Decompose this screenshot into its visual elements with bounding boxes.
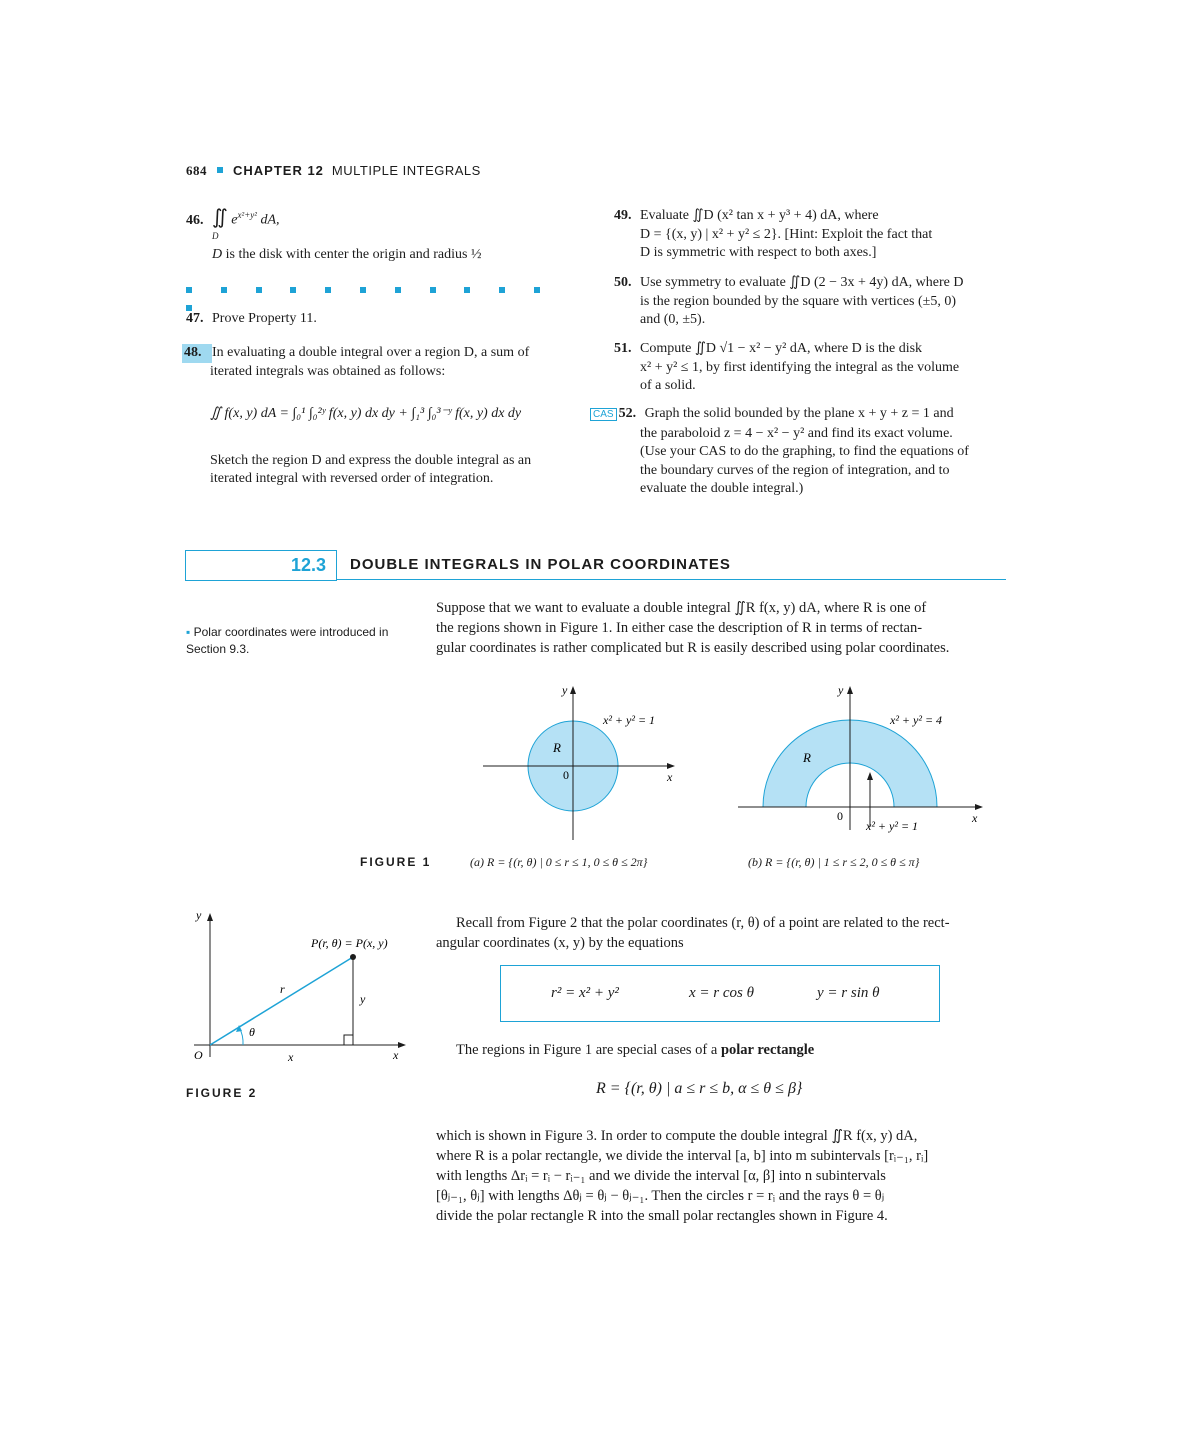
figure-2 <box>186 905 416 1075</box>
paragraph-polar-rectangle <box>456 1040 1006 1060</box>
text-line: Recall from Figure 2 that the polar coordinates (r, θ) of a point are related to the rect- <box>456 915 950 931</box>
point-p <box>350 954 356 960</box>
polar-equations-box <box>500 965 940 1022</box>
section-title: DOUBLE INTEGRALS IN POLAR COORDINATES <box>350 556 731 573</box>
exercise-46: 46. ∬ $e^{x^2+y^2}$ dA, D D is the disk with center the origin and radius ½ <box>186 206 576 264</box>
exponent: x²+y² <box>237 210 257 220</box>
y-axis-arrow-icon <box>207 913 213 921</box>
exercise-text: is the region bounded by the square with vertices (±5, 0) <box>640 293 956 309</box>
integral-tail: dA, <box>256 212 280 228</box>
x-axis-arrow-icon <box>975 804 983 810</box>
key-term: polar rectangle <box>720 1042 815 1058</box>
origin-label: O <box>194 1048 203 1062</box>
integrand: e <box>231 212 238 228</box>
exercise-text: Evaluate ∬D (x² tan x + y³ + 4) dA, where <box>640 208 879 223</box>
origin-label: 0 <box>563 768 569 782</box>
exercise-text: In evaluating a double integral over a region D, a sum of <box>212 345 530 360</box>
exercise-number: 46. <box>186 212 204 228</box>
exercise-text: evaluate the double integral.) <box>640 481 804 496</box>
section-rule <box>336 579 1006 580</box>
origin-label: 0 <box>837 809 843 823</box>
figure-1-label: FIGURE 1 <box>360 855 432 869</box>
y-leg-label: y <box>360 992 366 1006</box>
note-text: Polar coordinates were introduced in <box>193 625 389 639</box>
domain-name: D <box>212 246 223 262</box>
pointer-arrow-icon <box>867 772 873 780</box>
margin-note <box>186 624 426 658</box>
text-line: gular coordinates is rather complicated but R is easily described using polar coordinates. <box>436 640 950 656</box>
figure-2-label: FIGURE 2 <box>186 1086 258 1100</box>
exercise-52 <box>590 405 1010 499</box>
section-number-box <box>185 550 337 581</box>
figure-1a <box>470 680 700 850</box>
radius-fraction: ½ <box>470 246 482 262</box>
exercise-number: 48. <box>182 344 212 363</box>
theta-label: θ <box>249 1025 255 1039</box>
x-axis-label: x <box>972 811 978 825</box>
circle-equation-label: x² + y² = 1 <box>603 713 656 727</box>
y-axis-label: y <box>562 683 568 697</box>
bullet-square-icon <box>217 167 223 173</box>
paragraph-recall <box>436 913 1006 953</box>
text-line: The regions in Figure 1 are special cases of a <box>456 1042 721 1058</box>
exercise-text: D = {(x, y) | x² + y² ≤ 2}. [Hint: Exploit the fact that <box>640 226 933 242</box>
page-number: 684 <box>186 163 207 178</box>
exercise-48 <box>182 344 582 489</box>
x-axis-arrow-icon <box>667 763 675 769</box>
equation-y: y = r sin θ <box>817 985 880 1001</box>
exercise-text: Graph the solid bounded by the plane x + y + z = 1 and <box>644 406 954 421</box>
exercise-47 <box>186 310 576 329</box>
text-line: which is shown in Figure 3. In order to compute the double integral ∬R f(x, y) dA, <box>436 1128 918 1144</box>
exercise-text: the paraboloid z = 4 − x² − y² and find its exact volume. <box>640 425 953 441</box>
equation-r-squared: r² = x² + y² <box>551 985 619 1001</box>
text-line: where R is a polar rectangle, we divide the interval [a, b] into m subintervals [rᵢ₋₁, rᵢ] <box>436 1148 929 1164</box>
exercise-text: D is symmetric with respect to both axes.] <box>640 245 877 260</box>
figure-1b-caption: (b) R = {(r, θ) | 1 ≤ r ≤ 2, 0 ≤ θ ≤ π} <box>748 855 920 869</box>
exercise-number: 47. <box>186 311 204 326</box>
exercise-text: Compute ∬D √1 − x² − y² dA, where D is the disk <box>640 341 923 356</box>
paragraph-subdivision <box>436 1126 1006 1226</box>
exercise-text: the boundary curves of the region of integration, and to <box>640 462 950 478</box>
exercise-50 <box>614 274 1014 330</box>
exercise-number: 50. <box>614 275 632 290</box>
text-line: Suppose that we want to evaluate a double integral ∬R f(x, y) dA, where R is one of <box>436 600 927 616</box>
region-label: R <box>553 740 561 755</box>
chapter-label: CHAPTER 12 <box>233 163 324 178</box>
exercise-text: iterated integrals was obtained as follows: <box>210 363 446 379</box>
exercise-text: Sketch the region D and express the double integral as an <box>210 452 532 468</box>
equation-x: x = r cos θ <box>689 985 754 1001</box>
text-line: [θⱼ₋₁, θⱼ] with lengths Δθⱼ = θⱼ − θⱼ₋₁. Then the circles r = rᵢ and the rays θ = θⱼ <box>436 1188 885 1204</box>
exercise-text: x² + y² ≤ 1, by first identifying the integral as the volume <box>640 359 960 375</box>
radius-label: r <box>280 982 285 996</box>
text-line: the regions shown in Figure 1. In either case the description of R in terms of rectan- <box>436 620 923 636</box>
note-bullet-icon: ▪ <box>186 625 191 639</box>
x-leg-label: x <box>288 1050 294 1064</box>
text-line: angular coordinates (x, y) by the equations <box>436 935 684 951</box>
exercise-text: (Use your CAS to do the graphing, to find the equations of <box>640 444 969 459</box>
cas-icon: CAS <box>590 408 617 421</box>
divider-dots <box>186 280 576 286</box>
exercise-text: is the disk with center the origin and radius <box>225 246 468 262</box>
paragraph-intro <box>436 598 1006 658</box>
x-axis-arrow-icon <box>398 1042 406 1048</box>
region-label: R <box>803 750 811 765</box>
text-line: with lengths Δrᵢ = rᵢ − rᵢ₋₁ and we divide the interval [α, β] into n subintervals <box>436 1168 886 1184</box>
exercise-text: of a solid. <box>640 378 696 393</box>
exercise-number: 52. <box>618 406 637 421</box>
inner-circle-equation: x² + y² = 1 <box>866 819 919 833</box>
exercise-text: and (0, ±5). <box>640 312 706 327</box>
exercise-51 <box>614 340 1014 396</box>
chapter-title: MULTIPLE INTEGRALS <box>331 163 481 178</box>
x-axis-label: x <box>667 770 673 784</box>
outer-circle-equation: x² + y² = 4 <box>890 713 943 727</box>
exercise-text: Use symmetry to evaluate ∬D (2 − 3x + 4y) dA, where D <box>640 275 964 290</box>
y-axis-label: y <box>196 908 202 922</box>
point-label: P(r, θ) = P(x, y) <box>311 936 388 950</box>
note-text: Section 9.3. <box>186 642 250 656</box>
right-angle-mark <box>344 1035 353 1045</box>
y-axis-arrow-icon <box>570 686 576 694</box>
iterated-integral-formula: ∬ f(x, y) dA = ∫₀¹ ∫₀²ʸ f(x, y) dx dy + ∫₁³ ∫₀³⁻ʸ f(x, y) dx dy <box>210 406 522 421</box>
radius-line <box>210 957 353 1045</box>
x-axis-label: x <box>393 1048 399 1062</box>
polar-rectangle-definition: R = {(r, θ) | a ≤ r ≤ b, α ≤ θ ≤ β} <box>596 1080 803 1097</box>
y-axis-arrow-icon <box>847 686 853 694</box>
text-line: divide the polar rectangle R into the small polar rectangles shown in Figure 4. <box>436 1208 888 1224</box>
exercise-number: 49. <box>614 208 632 223</box>
integral-domain: D <box>212 231 219 242</box>
exercise-49 <box>614 207 1014 263</box>
page-header <box>186 163 481 179</box>
exercise-text: iterated integral with reversed order of integration. <box>210 471 494 486</box>
figure-1a-caption: (a) R = {(r, θ) | 0 ≤ r ≤ 1, 0 ≤ θ ≤ 2π} <box>470 855 648 869</box>
exercise-number: 51. <box>614 341 632 356</box>
exercise-text: Prove Property 11. <box>212 311 317 326</box>
figure-1b <box>730 680 1000 850</box>
y-axis-label: y <box>838 683 844 697</box>
section-number: 12.3 <box>290 555 326 575</box>
